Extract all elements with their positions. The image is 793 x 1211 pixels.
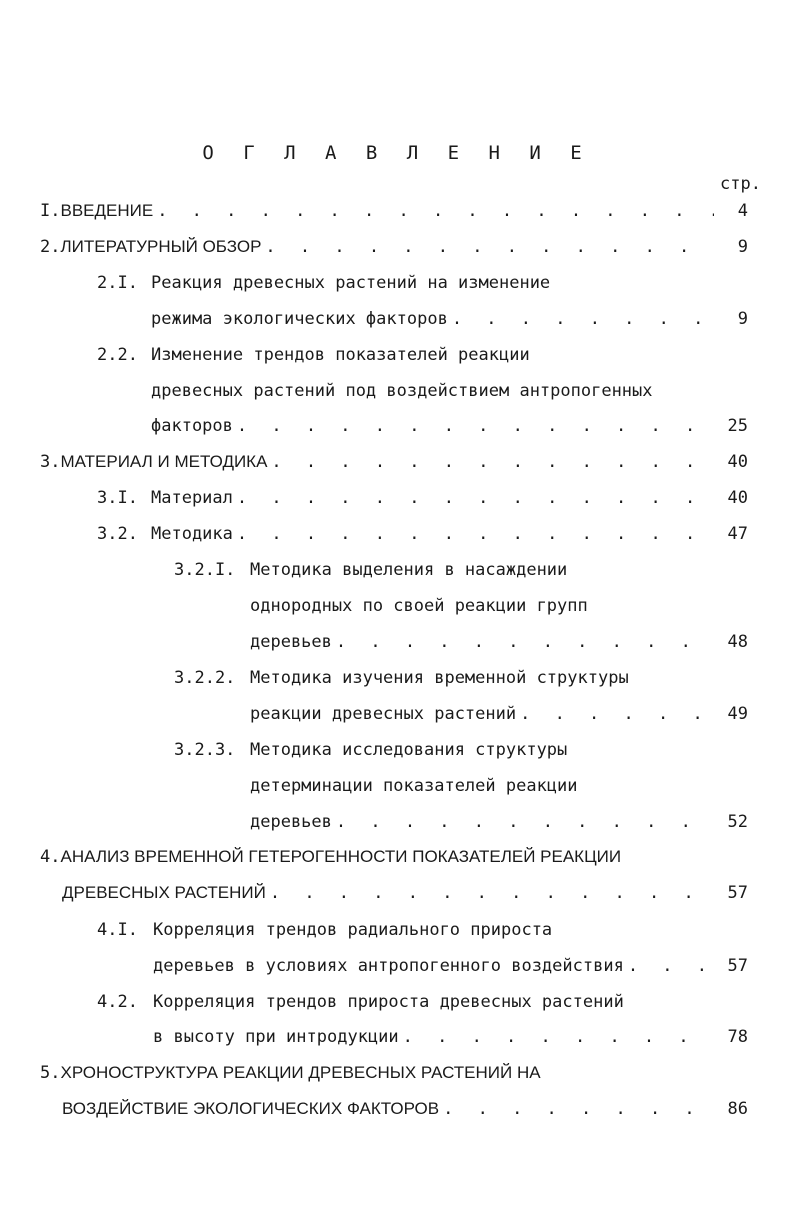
toc-entry-continuation	[153, 947, 748, 977]
toc-entry	[40, 192, 748, 222]
leader-dots	[265, 236, 714, 258]
toc-entry	[40, 443, 748, 473]
entry-page: 40	[727, 488, 748, 508]
toc-entry-continuation	[151, 372, 748, 402]
entry-page: 52	[727, 812, 748, 832]
entry-page: 4	[737, 201, 748, 221]
leader-dots	[270, 882, 714, 904]
entry-title: ЛИТЕРАТУРНЫЙ ОБЗОР	[60, 237, 262, 256]
entry-page: 40	[727, 452, 748, 472]
entry-page: 57	[727, 956, 748, 976]
toc-entry	[97, 264, 748, 294]
toc-entry	[97, 911, 748, 941]
toc-entry	[174, 731, 748, 761]
entry-title: ВОЗДЕЙСТВИЕ ЭКОЛОГИЧЕСКИХ ФАКТОРОВ	[62, 1099, 440, 1118]
toc-entry	[40, 228, 748, 258]
entry-title: Корреляция трендов прироста древесных растений	[153, 992, 624, 1012]
toc-entry-continuation	[62, 1090, 748, 1120]
entry-title: Методика	[151, 524, 233, 544]
toc-entry	[97, 983, 748, 1013]
entry-number: 3.	[40, 452, 61, 472]
entry-page: 57	[727, 883, 748, 903]
entry-page: 48	[727, 632, 748, 652]
leader-dots	[237, 523, 714, 545]
entry-number: 2.	[40, 237, 61, 257]
entry-title: Материал	[151, 488, 233, 508]
entry-title: ДРЕВЕСНЫХ РАСТЕНИЙ	[62, 883, 266, 902]
entry-title: в высоту при интродукции	[153, 1027, 399, 1047]
entry-title: режима экологических факторов	[151, 309, 448, 329]
entry-number: 4.2.	[97, 992, 138, 1012]
entry-title: Методика выделения в насаждении	[250, 560, 568, 580]
entry-number: I.	[40, 201, 61, 221]
entry-number: 3.2.2.	[174, 668, 236, 688]
leader-dots	[443, 1098, 714, 1120]
entry-title: ХРОНОСТРУКТУРА РЕАКЦИИ ДРЕВЕСНЫХ РАСТЕНИЙ НА	[60, 1063, 541, 1082]
entry-title: однородных по своей реакции групп	[250, 596, 588, 616]
entry-title: МАТЕРИАЛ И МЕТОДИКА	[60, 452, 268, 471]
toc-entry-continuation	[62, 874, 748, 904]
leader-dots	[237, 487, 714, 509]
leader-dots	[237, 415, 714, 437]
toc-entry	[174, 659, 748, 689]
entry-title: факторов	[151, 416, 233, 436]
toc-entry	[97, 336, 748, 366]
toc-heading: О Г Л А В Л Е Н И Е	[202, 142, 591, 164]
toc-entry-continuation	[250, 803, 748, 833]
entry-page: 49	[727, 704, 748, 724]
leader-dots	[452, 308, 714, 330]
entry-page: 78	[727, 1027, 748, 1047]
leader-dots	[520, 703, 714, 725]
entry-title: Методика изучения временной структуры	[250, 668, 629, 688]
entry-page: 9	[737, 309, 748, 329]
entry-number: 4.	[40, 847, 61, 867]
toc-entry	[174, 551, 748, 581]
entry-page: 9	[737, 237, 748, 257]
entry-title: детерминации показателей реакции	[250, 776, 578, 796]
toc-entry	[97, 479, 748, 509]
entry-title: ВВЕДЕНИЕ	[60, 201, 154, 220]
entry-number: 2.I.	[97, 273, 138, 293]
leader-dots	[628, 955, 714, 977]
toc-entry-continuation	[151, 300, 748, 330]
leader-dots	[403, 1026, 714, 1048]
leader-dots	[336, 811, 714, 833]
entry-number: 3.2.3.	[174, 740, 236, 760]
entry-number: 2.2.	[97, 345, 138, 365]
entry-title: деревьев в условиях антропогенного воздействия	[153, 956, 624, 976]
entry-page: 86	[727, 1099, 748, 1119]
toc-entry-continuation	[250, 623, 748, 653]
toc-entry	[40, 1054, 748, 1084]
entry-page: 47	[727, 524, 748, 544]
entry-title: Методика исследования структуры	[250, 740, 568, 760]
entry-title: Реакция древесных растений на изменение	[151, 273, 551, 293]
toc-entry-continuation	[153, 1018, 748, 1048]
entry-page: 25	[727, 416, 748, 436]
entry-title: деревьев	[250, 632, 332, 652]
toc-entry	[97, 515, 748, 545]
entry-number: 3.2.I.	[174, 560, 236, 580]
leader-dots	[157, 200, 714, 222]
toc-entry-continuation	[250, 767, 748, 797]
entry-number: 4.I.	[97, 920, 138, 940]
entry-title: Изменение трендов показателей реакции	[151, 345, 530, 365]
page-column-label: стр.	[720, 174, 761, 194]
toc-entry-continuation	[250, 587, 748, 617]
entry-title: реакции древесных растений	[250, 704, 517, 724]
entry-number: 3.I.	[97, 488, 138, 508]
toc-entry-continuation	[151, 407, 748, 437]
entry-title: АНАЛИЗ ВРЕМЕННОЙ ГЕТЕРОГЕННОСТИ ПОКАЗАТЕЛЕЙ РЕАКЦИИ	[60, 847, 622, 866]
entry-number: 5.	[40, 1063, 61, 1083]
entry-title: Корреляция трендов радиального прироста	[153, 920, 553, 940]
entry-title: деревьев	[250, 812, 332, 832]
toc-entry	[40, 838, 748, 868]
entry-title: древесных растений под воздействием антропогенных	[151, 381, 653, 401]
leader-dots	[271, 451, 714, 473]
leader-dots	[336, 631, 714, 653]
toc-entry-continuation	[250, 695, 748, 725]
entry-number: 3.2.	[97, 524, 138, 544]
